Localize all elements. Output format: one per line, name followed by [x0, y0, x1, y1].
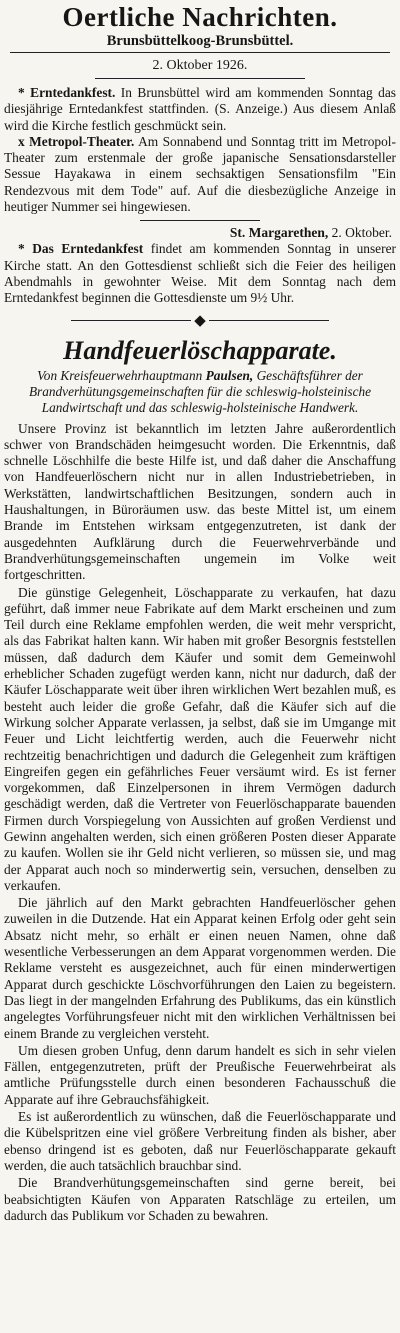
byline-prefix: Von Kreisfeuerwehrhauptmann [37, 367, 206, 383]
section-subtitle: Brunsbüttelkoog-Brunsbüttel. [106, 33, 294, 49]
dateline: 2. Oktober 1926. [152, 58, 248, 73]
article-byline [8, 368, 392, 416]
news-item-text: findet am kommenden Sonntag in unserer Kirche statt. An den Gottesdienst schließt sich die Feier des heiligen Abendmahls in gewohnter Weise. Mit dem Sonntag nach dem Erntedankfest beginnen die Gottesdienste um 9½ Uhr. [4, 241, 396, 306]
dateline-place: St. Margarethen, [229, 225, 329, 241]
news-item-lead: * Das Erntedankfest [18, 241, 144, 257]
news-separator [140, 220, 260, 221]
news-item-text: In Brunsbüttel wird am kommenden Sonntag das diesjährige Erntedankfest stattfinden. (S. Anzeige.) Aus diesem Anlaß wird die Kirche festlich geschmückt sein. [4, 85, 396, 133]
newspaper-page [4, 0, 396, 1224]
article-paragraph: Unsere Provinz ist bekanntlich im letzten Jahre außerordentlich schwer von Brandschäden heimgesucht worden. Die Erkenntnis, daß schnelle Löschhilfe die beste Hilfe ist, und daß daher die Anschaffung von Handfeuerlöschern nicht nur in allen Industriebetrieben, in Werkstätten, landwirtschaftlichen Besitzungen, sondern auch in Haushaltungen, in Büroräumen usw. das beste Mittel ist, um einem Brande im Entstehen wirksam entgegenzutreten, ist dank der ausgedehnten Aufklärung durch die Feuerwehrverbände und Brandverhütungsgemeinschaften ungemein im Volke weit fortgeschritten. [4, 420, 396, 583]
dateline-date: 2. Oktober. [328, 225, 392, 241]
article-title: Handfeuerlöschapparate. [63, 335, 337, 365]
article-body [4, 421, 396, 1225]
news-item-text: Am Sonnabend und Sonntag tritt im Metropol-Theater zum erstenmale der große japanische Sensationsdarsteller Sessue Hayakawa in einem sechsaktigen Sensationsfilm "Ein Rendezvous mit dem Tode" auf. Auf die diesbezügliche Anzeige in heutiger Nummer sei hingewiesen. [4, 133, 396, 215]
byline-rest: Geschäftsführer der Brandverhütungsgemeinschaften für die schleswig-holsteinische Landwirtschaft und das schleswig-holsteinische Handwerk. [28, 367, 372, 415]
header-rule [10, 52, 390, 53]
ornamental-divider [4, 312, 396, 330]
article-paragraph: Die günstige Gelegenheit, Löschapparate zu verkaufen, hat dazu geführt, daß immer neue Fabrikate auf dem Markt erscheinen und zum Teil durch eine Reklame empfohlen werden, die weit mehr verspricht, als das Fabrikat halten kann. Wir haben mit großer Besorgnis feststellen müssen, daß dadurch dem Käufer und somit dem Gemeinwohl erheblicher Schaden zugefügt werden kann, nicht nur dadurch, daß der Käufer Löschapparate weit über ihren wirklichen Wert bezahlen muß, es besteht auch leider die große Gefahr, daß die Käufer sich auf die Wirkung solcher Apparate verlassen, ja selbst, daß sie im Umgange mit Feuer und Licht leichtfertig werden, auch die Feuerwehr nicht rechtzeitig benachrichtigen und dadurch die Gelegenheit zum kräftigen Eingreifen gegen ein gefährliches Feuer versäumt wird. Es ist ferner vorgekommen, daß Einzelpersonen in ihrem Vermögen dadurch geschädigt werden, daß die Vertreter von Feuerlöschapparate bauenden Firmen durch Vorspiegelung von Aussichten auf großen Verdienst und Gewinn angehalten werden, sich einen größeren Posten dieser Apparate zu kaufen. Wollen sie ihr Geld nicht verlieren, so müssen sie, und mag der Apparat auch noch so minderwertig sein, versuchen, denselben zu verkaufen. [4, 584, 396, 893]
news-item-erntedankfest [4, 85, 396, 134]
ornament-icon: ◆ [194, 311, 206, 330]
dateline-rule [95, 78, 305, 79]
news-item-lead: * Erntedankfest. [18, 85, 116, 100]
article-paragraph: Die Brandverhütungsgemeinschaften sind gerne bereit, bei beabsichtigten Käufen von Apparaten Ratschläge zu erteilen, um dadurch das Publikum vor Schaden zu bewahren. [4, 1175, 396, 1223]
news-item-st-margarethen [4, 241, 396, 306]
article-paragraph: Es ist außerordentlich zu wünschen, daß die Feuerlöschapparate und die Kübelspritzen eine viel größere Verbreitung finden als bisher, aber ebenso dringend ist es geboten, daß nur Feuerlöschapparate gekauft werden, die auch tatsächlich brauchbar sind. [4, 1109, 396, 1173]
news-item-lead: x Metropol-Theater. [18, 133, 135, 149]
byline-author: Paulsen, [205, 367, 254, 383]
section-title: Oertliche Nachrichten. [62, 2, 338, 32]
article-paragraph: Um diesen groben Unfug, denn darum handelt es sich in sehr vielen Fällen, entgegenzutreten, prüft der Preußische Feuerwehrbeirat als amtliche Prüfungsstelle durch einen besonderen Fachausschuß die Apparate auf ihre Gebrauchsfähigkeit. [4, 1042, 396, 1107]
dateline-st-margarethen [4, 224, 396, 241]
news-item-metropol [4, 134, 396, 215]
article-paragraph: Die jährlich auf den Markt gebrachten Handfeuerlöscher gehen zuweilen in die Dutzende. Hat ein Apparat keinen Erfolg oder geht sein Absatz nicht mehr, so erhält er einen neuen Namen, ohne daß wesentliche Verbesserungen an dem Apparat vorgenommen werden. Die Reklame versteht es ausgezeichnet, auch für einen minderwertigen Apparat durch geschickte Löschvorführungen den Laien zu begeistern. Das liegt in der mangelnden Erfahrung des Publikums, das ein künstlich angelegtes Vorführungsfeuer nicht mit den wirklichen Verhältnissen bei einem Brande zu vergleichen versteht. [4, 895, 396, 1041]
